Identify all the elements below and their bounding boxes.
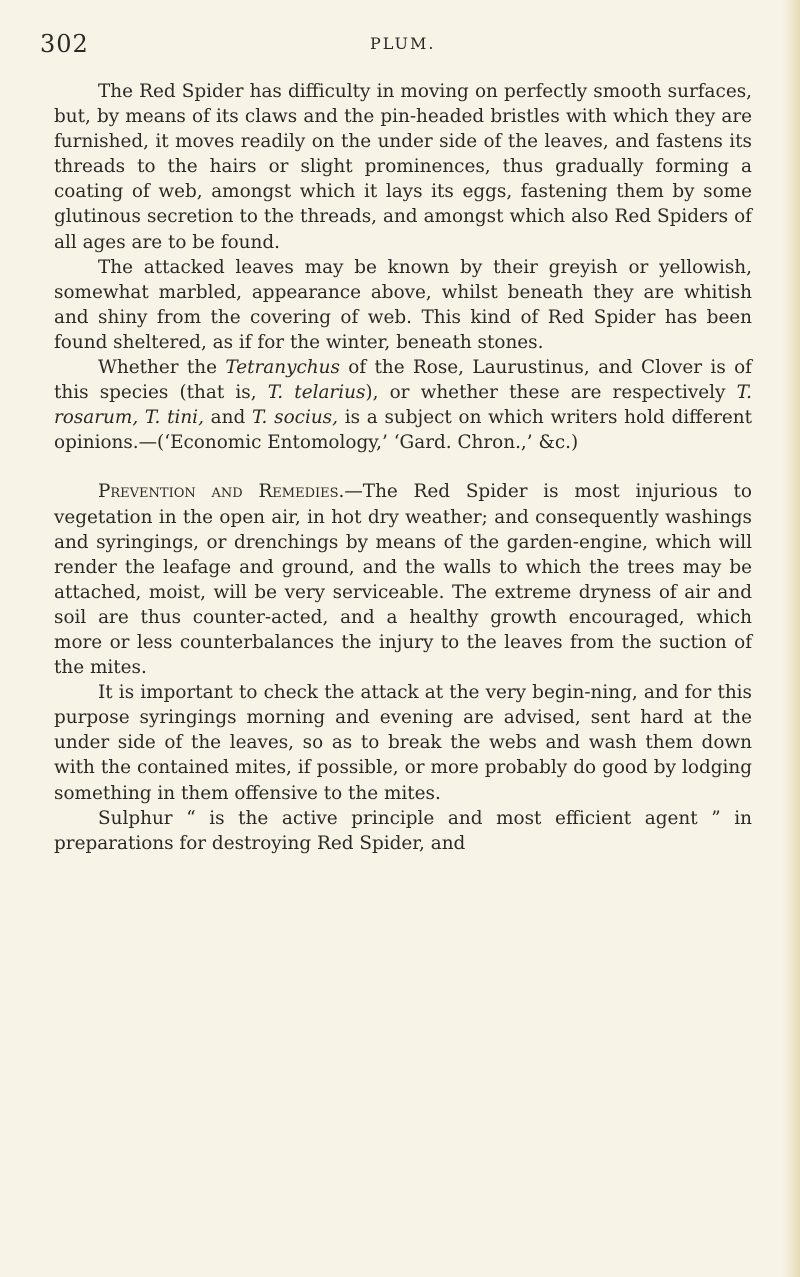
paragraph-check-attack: It is important to check the attack at the very begin-ning, and for this purpose syringings morning and evening are advised, sent hard at the under side of the leaves, so as to break the webs and wash them down with the contained mites, if possible, or more probably do good by lodging something in them offensive to the mites. [54,682,752,804]
paragraph-species-question [54,355,752,455]
text-run: Whether the [98,357,226,379]
text-run: and [203,407,252,429]
text-run: ), or whether these are respectively [365,382,737,404]
running-head: PLUM. [370,34,436,53]
body-text [54,79,752,856]
paragraph-sulphur: Sulphur “ is the active principle and most efficient agent ” in preparations for destroying Red Spider, and [54,807,752,854]
page-edge-shadow [782,0,800,1277]
text-run: of the Rose, Laurustinus, and Clover is of this species (that is, [54,357,752,404]
text-run: —The Red Spider is most injurious to vegetation in the open air, in hot dry weather; and consequently washings and syringings, or drenchings by means of the garden-engine, which will render the leafage and ground, and the walls to which the trees may be attached, moist, will be very serviceable. The extreme dryness of air and soil are thus counter-acted, and a healthy growth encouraged, which more or less counterbalances the injury to the leaves from the suction of the mites. [54,481,752,679]
paragraph-attacked-leaves: The attacked leaves may be known by their greyish or yellowish, somewhat marbled, appearance above, whilst beneath they are whitish and shiny from the covering of web. This kind of Red Spider has been found sheltered, as if for the winter, beneath stones. [54,256,752,353]
italic-species: T. socius, [251,407,338,429]
page-number: 302 [40,30,89,58]
paragraph-prevention [54,479,752,680]
italic-genus: Tetranychus [225,357,340,379]
paragraph-spider-movement: The Red Spider has difficulty in moving on perfectly smooth surfaces, but, by means of its claws and the pin-headed bristles with which they are furnished, it moves readily on the under side of the leaves, and fastens its threads to the hairs or slight prominences, thus gradually forming a coating of web, amongst which it lays its eggs, fastening them by some glutinous secretion to the threads, and amongst which also Red Spiders of all ages are to be found. [54,81,752,253]
text-run: is a subject on which writers hold different opinions.—(‘Economic Entomology,’ ‘Gard. Chron.,’ &c.) [54,407,752,454]
section-heading: Prevention and Remedies. [98,481,345,503]
page-header [40,30,740,70]
italic-species: T. telarius [267,382,366,404]
italic-species: T. rosarum, T. tini, [54,382,752,429]
